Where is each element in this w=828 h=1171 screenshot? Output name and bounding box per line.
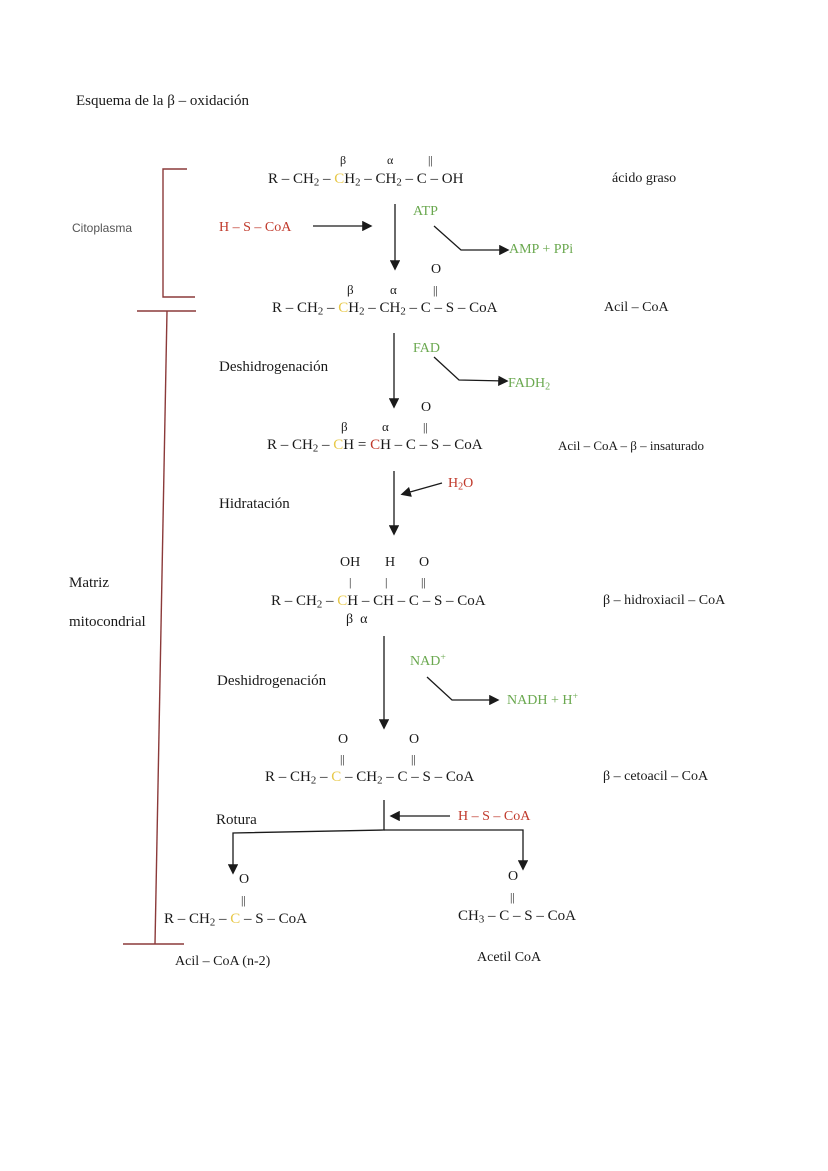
arrow-amp-out	[434, 226, 507, 250]
arrow-left-branch	[233, 800, 384, 872]
name-acetil-coa: Acetil CoA	[477, 950, 542, 965]
reagent-h2o-label: H	[448, 476, 459, 491]
process-dehydrogenation-1: Deshidrogenación	[219, 359, 329, 375]
arrow-fadh2-out	[434, 357, 506, 381]
cofactor-nadh: NADH + H+	[507, 691, 578, 708]
formula-hydroxyacil: R – $CH_2$ – CH – CH – C – S – CoA	[271, 593, 486, 611]
double-bond-mark-1: ||	[428, 153, 433, 167]
name-acil-coa-n2: Acil – CoA (n-2)	[175, 954, 271, 969]
double-bond-mark-2: ||	[433, 283, 438, 297]
alpha-mark-2: α	[390, 282, 397, 297]
oxygen-mark-5a: O	[338, 732, 349, 747]
cofactor-fadh2: $FADH_2$	[508, 376, 551, 393]
alpha-mark-1: α	[387, 153, 394, 167]
matrix-label-line2: mitocondrial	[69, 614, 146, 630]
cofactor-nad-label: NAD	[410, 653, 441, 669]
double-bond-mark-5b: ||	[411, 752, 416, 766]
alpha-mark-3: α	[382, 419, 389, 434]
oxygen-mark-product-right: O	[508, 869, 519, 884]
oxygen-mark-4: O	[419, 555, 430, 570]
oxygen-mark-2: O	[431, 262, 442, 277]
reagent-hscoa-1: H – S – CoA	[219, 220, 292, 235]
matrix-bracket-vertical	[155, 311, 167, 944]
name-cetoacil: β – cetoacil – CoA	[603, 769, 709, 784]
name-unsaturated: Acil – CoA – β – insaturado	[558, 438, 704, 453]
process-hydration: Hidratación	[219, 496, 290, 512]
arrow-nadh-out	[427, 677, 497, 700]
process-rotura: Rotura	[216, 812, 257, 828]
cytoplasm-label: Citoplasma	[72, 221, 133, 235]
beta-mark-1: β	[340, 153, 347, 167]
cofactor-fad: FAD	[413, 341, 440, 356]
hydroxyl-mark-4: OH	[340, 555, 361, 570]
single-bond-mark-4b: |	[385, 575, 388, 589]
double-bond-mark-3: ||	[423, 420, 428, 434]
name-fatty-acid: ácido graso	[612, 171, 677, 186]
beta-alpha-mark-4: β α	[346, 612, 368, 627]
oxygen-mark-3: O	[421, 400, 432, 415]
name-acil-coa: Acil – CoA	[604, 300, 669, 315]
double-bond-mark-4: ||	[421, 575, 426, 589]
formula-acetil-coa: $CH_3$ – C – S – CoA	[458, 908, 576, 926]
reagent-hscoa-2: H – S – CoA	[458, 809, 531, 824]
process-dehydrogenation-2: Deshidrogenación	[217, 673, 327, 689]
single-bond-mark-4a: |	[349, 575, 352, 589]
cofactor-amp-ppi: AMP + PPi	[509, 242, 574, 257]
reagent-h2o: $H_2O$	[448, 476, 474, 493]
cofactor-fadh2-label: FADH	[508, 376, 546, 391]
cofactor-atp: ATP	[413, 204, 438, 219]
cofactor-nadh-label: NADH + H	[507, 692, 573, 708]
formula-acil-coa: R – $CH_2 - CH_2 - CH_2$ – C – S – CoA	[272, 300, 498, 318]
double-bond-mark-product-right: ||	[510, 890, 515, 904]
formula-unsaturated: R – $CH_2$ – CH = CH – C – S – CoA	[267, 437, 483, 455]
matrix-label-line1: Matriz	[69, 575, 109, 591]
hydrogen-mark-4: H	[385, 555, 396, 570]
oxygen-mark-product-left: O	[239, 872, 250, 887]
formula-cetoacil: R – $CH_2$ – C – $CH_2$ – C – S – CoA	[265, 769, 475, 787]
cofactor-nad: NAD+	[410, 652, 446, 669]
formula-acil-coa-n2: R – $CH_2$ – C – S – CoA	[164, 911, 307, 929]
beta-mark-2: β	[347, 282, 354, 297]
double-bond-mark-5a: ||	[340, 752, 345, 766]
oxygen-mark-5b: O	[409, 732, 420, 747]
beta-mark-3: β	[341, 419, 348, 434]
formula-fatty-acid: R – $CH_2 - CH_2 - CH_2$ – C – OH	[268, 171, 464, 189]
page-title: Esquema de la β – oxidación	[76, 93, 249, 109]
arrow-right-branch	[384, 830, 523, 868]
name-hydroxyacil: β – hidroxiacil – CoA	[603, 593, 726, 608]
arrow-h2o-in	[403, 483, 442, 494]
cytoplasm-bracket	[163, 169, 195, 297]
double-bond-mark-product-left: ||	[241, 893, 246, 907]
